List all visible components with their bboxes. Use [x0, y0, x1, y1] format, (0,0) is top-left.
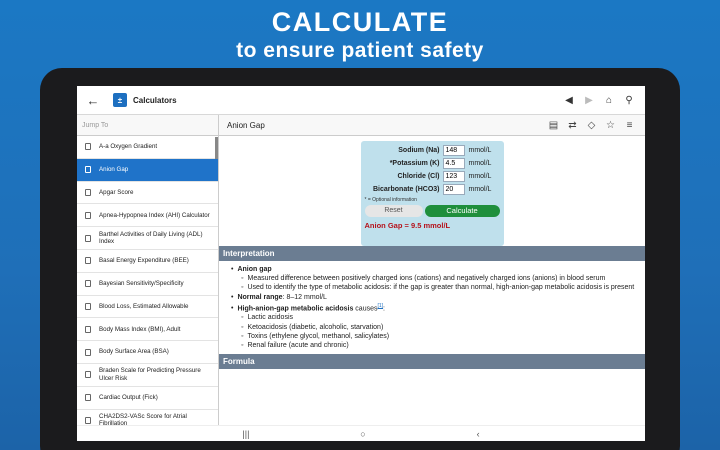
- reference-link[interactable]: [1]: [377, 302, 384, 309]
- reset-button[interactable]: Reset: [365, 205, 423, 217]
- home-icon[interactable]: ⌂: [605, 94, 613, 106]
- normal-range-bullet: • Normal range: 8–12 mmol/L: [231, 293, 639, 302]
- promo-headline: CALCULATE: [271, 7, 449, 37]
- document-icon: [85, 371, 91, 378]
- document-icon: [85, 212, 91, 219]
- menu-icon[interactable]: ≡: [626, 119, 633, 131]
- interpretation-heading: Interpretation: [219, 246, 645, 261]
- system-back-icon[interactable]: ‹: [476, 428, 480, 439]
- anion-gap-point: ◦ Used to identify the type of metabolic acidosis: if the gap is greater than normal, high-anion-gap metabolic acidosis is present: [241, 283, 639, 292]
- content-title: Anion Gap: [227, 120, 265, 130]
- notes-icon[interactable]: ▤: [548, 119, 559, 131]
- recents-icon[interactable]: |||: [242, 428, 250, 439]
- share-icon[interactable]: ⇄: [568, 119, 577, 131]
- calculator-icon: ±: [113, 93, 127, 107]
- sodium-input[interactable]: 148: [443, 145, 465, 156]
- result-text: Anion Gap = 9.5 mmol/L: [364, 221, 451, 230]
- promo-subheadline: to ensure patient safety: [236, 39, 484, 62]
- content-pane: [219, 115, 645, 425]
- app-bar: [77, 86, 645, 115]
- calculate-button[interactable]: Calculate: [425, 205, 500, 217]
- next-icon[interactable]: ▶: [585, 94, 593, 106]
- sodium-label: Sodium (Na): [398, 147, 440, 154]
- favorite-star-icon[interactable]: ☆: [606, 119, 615, 131]
- cause-item: ◦ Ketoacidosis (diabetic, alcoholic, starvation): [241, 323, 639, 332]
- list-item-bmi[interactable]: Body Mass Index (BMI), Adult: [77, 318, 218, 341]
- document-icon: [85, 166, 91, 173]
- calculator-list-sidebar: [77, 115, 219, 425]
- cause-item: ◦ Lactic acidosis: [241, 313, 639, 322]
- list-item-bayesian[interactable]: Bayesian Sensitivity/Specificity: [77, 273, 218, 296]
- document-icon: [85, 280, 91, 287]
- list-item-apgar-score[interactable]: Apgar Score: [77, 182, 218, 205]
- formula-heading: Formula: [219, 354, 645, 369]
- document-icon: [85, 143, 91, 150]
- potassium-input[interactable]: 4.5: [443, 158, 465, 169]
- document-icon: [85, 235, 91, 242]
- bicarbonate-input[interactable]: 20: [443, 184, 465, 195]
- list-item-cha2ds2-vasc[interactable]: CHA2DS2-VASc Score for Atrial Fibrillation: [77, 410, 218, 425]
- search-icon[interactable]: ⚲: [625, 94, 633, 106]
- document-icon: [85, 349, 91, 356]
- list-item-anion-gap[interactable]: Anion Gap: [77, 159, 218, 182]
- chloride-unit: mmol/L: [468, 173, 492, 180]
- list-item-blood-loss[interactable]: Blood Loss, Estimated Allowable: [77, 296, 218, 319]
- list-item-barthel-adl[interactable]: Barthel Activities of Daily Living (ADL) Index: [77, 227, 218, 250]
- back-arrow-icon[interactable]: ←: [86, 92, 100, 108]
- hagma-bullet: • High-anion-gap metabolic acidosis causes[1]:: [231, 302, 639, 314]
- bicarbonate-label: Bicarbonate (HCO3): [372, 186, 440, 193]
- document-icon: [85, 394, 91, 401]
- list-item-cardiac-output[interactable]: Cardiac Output (Fick): [77, 387, 218, 410]
- interpretation-body: [219, 261, 645, 354]
- sidebar-scrollbar[interactable]: [215, 137, 218, 159]
- anion-gap-bullet: • Anion gap: [231, 265, 639, 274]
- system-nav-bar: [77, 425, 645, 441]
- list-item-a-a-oxygen-gradient[interactable]: A-a Oxygen Gradient: [77, 136, 218, 159]
- potassium-label: *Potassium (K): [389, 160, 440, 167]
- document-icon: [85, 326, 91, 333]
- document-icon: [85, 189, 91, 196]
- bicarbonate-unit: mmol/L: [468, 186, 492, 193]
- app-screen: [77, 86, 645, 441]
- list-item-ahi[interactable]: Apnea-Hypopnea Index (AHI) Calculator: [77, 204, 218, 227]
- list-item-bsa[interactable]: Body Surface Area (BSA): [77, 341, 218, 364]
- cause-item: ◦ Toxins (ethylene glycol, methanol, salicylates): [241, 332, 639, 341]
- document-icon: [85, 417, 91, 424]
- chloride-label: Chloride (Cl): [397, 173, 440, 180]
- jump-to-input[interactable]: Jump To: [77, 115, 218, 136]
- chloride-input[interactable]: 123: [443, 171, 465, 182]
- content-header: [219, 115, 645, 136]
- potassium-unit: mmol/L: [468, 160, 492, 167]
- home-circle-icon[interactable]: ○: [360, 428, 366, 439]
- previous-icon[interactable]: ◀: [565, 94, 573, 106]
- promo-banner: [0, 6, 720, 64]
- anion-gap-calculator: [361, 141, 504, 246]
- anion-gap-point: ◦ Measured difference between positively charged ions (cations) and negatively charged ions (anions) in blood serum: [241, 274, 639, 283]
- sodium-unit: mmol/L: [468, 147, 492, 154]
- document-icon: [85, 303, 91, 310]
- list-item-braden[interactable]: Braden Scale for Predicting Pressure Ulcer Risk: [77, 364, 218, 387]
- optional-note: * = Optional information: [364, 197, 417, 203]
- app-title: Calculators: [133, 95, 177, 105]
- cause-item: ◦ Renal failure (acute and chronic): [241, 341, 639, 350]
- list-item-bee[interactable]: Basal Energy Expenditure (BEE): [77, 250, 218, 273]
- tag-icon[interactable]: ◇: [587, 119, 596, 131]
- document-icon: [85, 257, 91, 264]
